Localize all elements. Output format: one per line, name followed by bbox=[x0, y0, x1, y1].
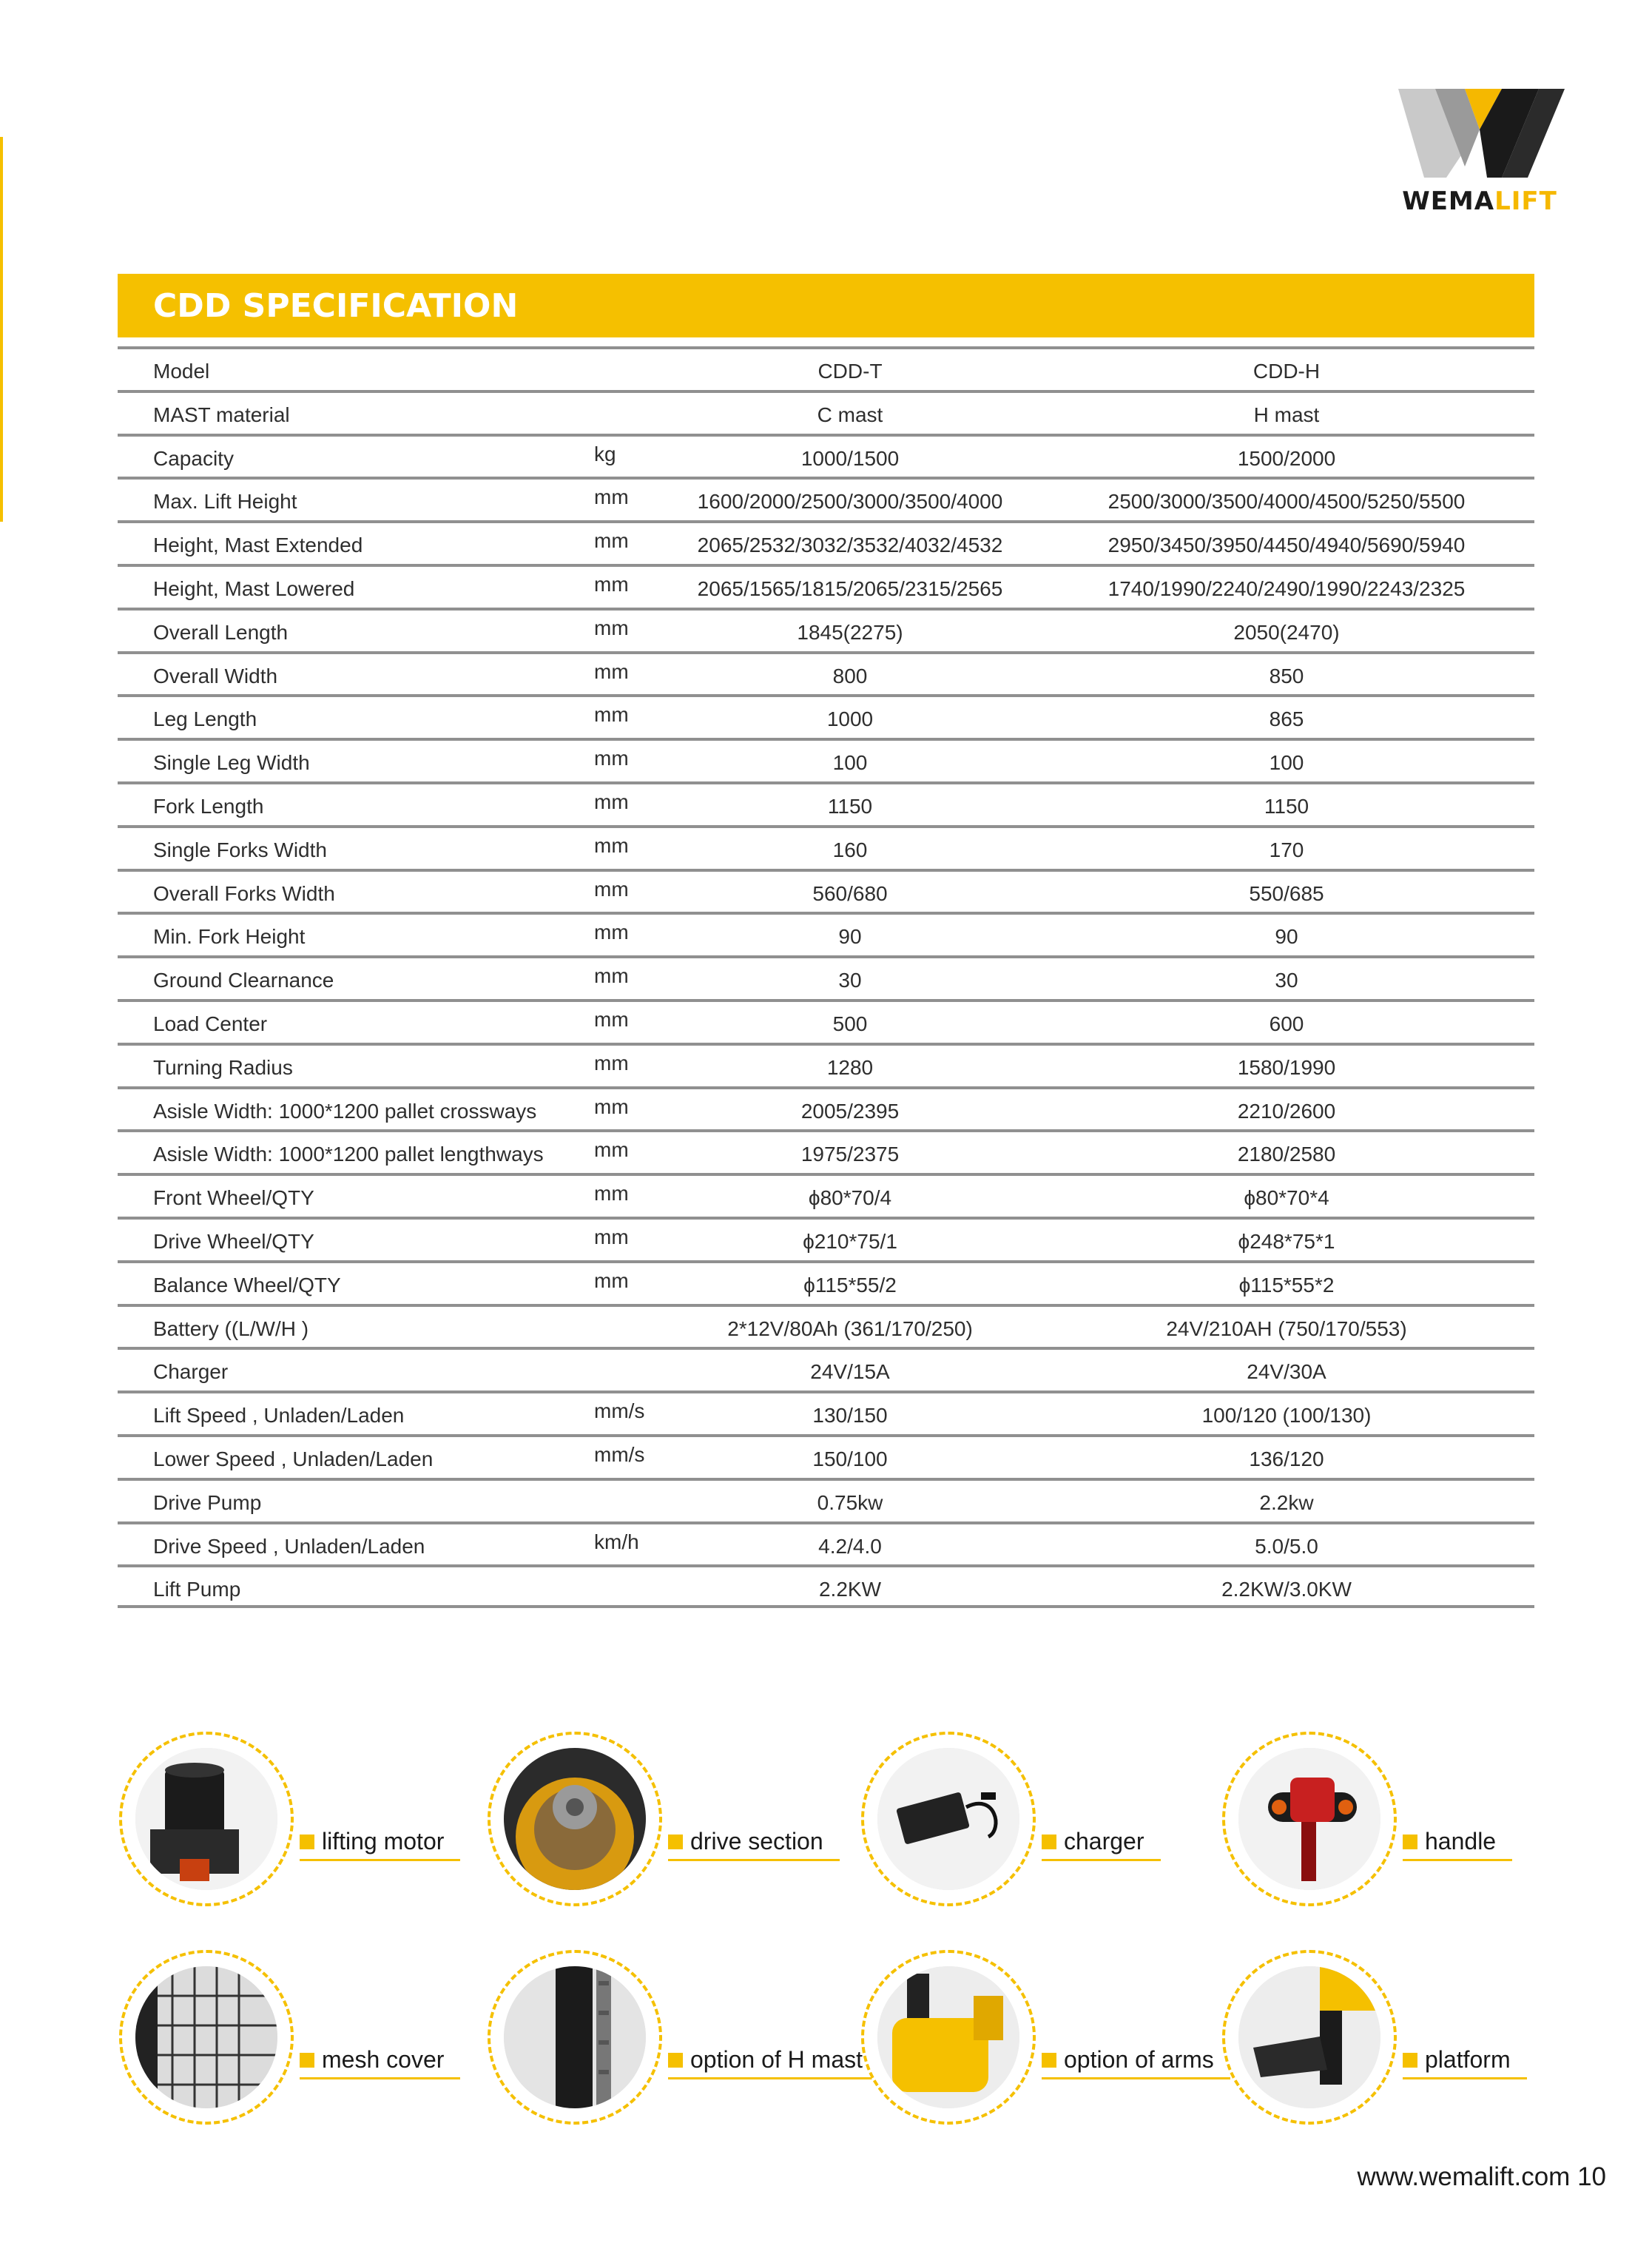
table-row bbox=[118, 1086, 1534, 1130]
table-row bbox=[118, 1260, 1534, 1304]
spec-value-cdd-h: 2210/2600 bbox=[1237, 1099, 1336, 1123]
spec-value-cdd-h: 24V/210AH (750/170/553) bbox=[1166, 1316, 1407, 1340]
spec-value-cdd-h: 5.0/5.0 bbox=[1255, 1534, 1318, 1558]
spec-value-cdd-t: 2065/2532/3032/3532/4032/4532 bbox=[697, 534, 1003, 557]
spec-unit: mm bbox=[594, 1051, 629, 1075]
spec-value-cdd-t: 1150 bbox=[827, 794, 873, 818]
table-row bbox=[118, 1129, 1534, 1173]
spec-value-cdd-t: 2065/1565/1815/2065/2315/2565 bbox=[697, 576, 1003, 600]
spec-unit: mm bbox=[594, 1182, 629, 1205]
spec-unit: mm bbox=[594, 659, 629, 683]
table-row bbox=[118, 825, 1534, 869]
spec-label: Model bbox=[153, 360, 210, 383]
spec-label: Charger bbox=[153, 1360, 229, 1384]
h-mast-photo-icon bbox=[504, 1966, 646, 2108]
spec-unit: mm/s bbox=[594, 1442, 645, 1466]
spec-unit: mm bbox=[594, 921, 629, 944]
spec-unit: mm bbox=[594, 485, 629, 509]
feature-label-text: charger bbox=[1064, 1828, 1144, 1854]
spec-label: Front Wheel/QTY bbox=[153, 1186, 314, 1210]
spec-value-cdd-h: ϕ80*70*4 bbox=[1244, 1186, 1329, 1210]
spec-value-cdd-t: 2.2KW bbox=[818, 1578, 882, 1601]
feature-label bbox=[668, 1828, 840, 1861]
spec-label: Lower Speed , Unladen/Laden bbox=[153, 1447, 434, 1470]
arms-photo-icon bbox=[877, 1966, 1019, 2108]
feature-item bbox=[119, 1732, 489, 1924]
page-footer bbox=[1358, 2162, 1607, 2192]
spec-value-cdd-h: 170 bbox=[1269, 838, 1304, 861]
spec-value-cdd-t: ϕ115*55/2 bbox=[803, 1273, 897, 1297]
spec-unit: mm bbox=[594, 877, 629, 901]
spec-unit: mm bbox=[594, 1094, 629, 1118]
spec-value-cdd-h: 90 bbox=[1275, 925, 1298, 949]
spec-value-cdd-h: 1740/1990/2240/2490/1990/2243/2325 bbox=[1107, 576, 1466, 600]
spec-unit: mm bbox=[594, 833, 629, 857]
section-title: CDD SPECIFICATION bbox=[153, 287, 519, 325]
table-row bbox=[118, 738, 1534, 781]
page-number: 10 bbox=[1577, 2162, 1606, 2191]
spec-value-cdd-t: 2*12V/80Ah (361/170/250) bbox=[727, 1316, 973, 1340]
spec-label: Max. Lift Height bbox=[153, 490, 297, 514]
side-accent-bar bbox=[0, 137, 3, 522]
table-row bbox=[118, 477, 1534, 520]
spec-value-cdd-h: ϕ248*75*1 bbox=[1238, 1229, 1335, 1253]
feature-label-text: option of H mast bbox=[690, 2046, 863, 2073]
table-row bbox=[118, 1304, 1534, 1348]
feature-circle bbox=[488, 1950, 662, 2125]
table-row bbox=[118, 1564, 1534, 1608]
spec-value-cdd-h: 30 bbox=[1275, 969, 1298, 992]
spec-label: Ground Clearnance bbox=[153, 969, 334, 992]
table-row bbox=[118, 781, 1534, 825]
spec-value-cdd-t: 24V/15A bbox=[810, 1360, 890, 1384]
spec-unit: mm bbox=[594, 616, 629, 639]
spec-unit: mm bbox=[594, 529, 629, 553]
feature-item bbox=[861, 1732, 1231, 1924]
feature-label bbox=[1042, 2046, 1230, 2079]
feature-circle bbox=[1222, 1950, 1397, 2125]
spec-label: Min. Fork Height bbox=[153, 925, 306, 949]
table-row bbox=[118, 651, 1534, 695]
drive-section-photo-icon bbox=[504, 1748, 646, 1890]
spec-label: Height, Mast Extended bbox=[153, 534, 363, 557]
spec-label: Lift Pump bbox=[153, 1578, 241, 1601]
spec-value-cdd-h: 850 bbox=[1269, 664, 1304, 687]
spec-value-cdd-t: 500 bbox=[832, 1012, 868, 1035]
spec-header-band bbox=[118, 274, 1534, 337]
mesh-cover-photo-icon bbox=[135, 1966, 277, 2108]
spec-value-cdd-t: 160 bbox=[832, 838, 868, 861]
feature-circle bbox=[861, 1732, 1036, 1906]
feature-circle bbox=[1222, 1732, 1397, 1906]
feature-circle bbox=[488, 1732, 662, 1906]
table-row bbox=[118, 1521, 1534, 1565]
table-row bbox=[118, 390, 1534, 434]
spec-value-cdd-t: 130/150 bbox=[812, 1404, 888, 1427]
charger-photo-icon bbox=[877, 1748, 1019, 1890]
spec-value-cdd-t: 90 bbox=[838, 925, 862, 949]
spec-value-cdd-h: 2500/3000/3500/4000/4500/5250/5500 bbox=[1107, 490, 1466, 514]
spec-unit: mm/s bbox=[594, 1399, 645, 1423]
spec-unit: mm bbox=[594, 703, 629, 727]
table-row bbox=[118, 520, 1534, 564]
table-row bbox=[118, 912, 1534, 955]
spec-value-cdd-h: 24V/30A bbox=[1247, 1360, 1326, 1384]
bullet-square-icon bbox=[1042, 1835, 1056, 1849]
spec-value-cdd-t: ϕ210*75/1 bbox=[803, 1229, 897, 1253]
spec-unit: mm bbox=[594, 1138, 629, 1162]
feature-label bbox=[1403, 1828, 1512, 1861]
spec-value-cdd-h: 100 bbox=[1269, 751, 1304, 775]
feature-item bbox=[1222, 1732, 1592, 1924]
bullet-square-icon bbox=[668, 2053, 683, 2068]
spec-unit: kg bbox=[594, 442, 616, 465]
spec-value-cdd-h: 2050(2470) bbox=[1233, 620, 1340, 644]
spec-value-cdd-h: 2.2kw bbox=[1259, 1490, 1314, 1514]
platform-photo-icon bbox=[1238, 1966, 1380, 2108]
spec-unit: mm bbox=[594, 747, 629, 770]
spec-value-cdd-h: ϕ115*55*2 bbox=[1238, 1273, 1335, 1297]
spec-label: Overall Forks Width bbox=[153, 881, 335, 905]
bullet-square-icon bbox=[1042, 2053, 1056, 2068]
spec-value-cdd-t: CDD-T bbox=[817, 360, 883, 383]
spec-value-cdd-h: 1580/1990 bbox=[1237, 1055, 1336, 1079]
feature-label bbox=[1403, 2046, 1527, 2079]
spec-value-cdd-t: 560/680 bbox=[812, 881, 888, 905]
feature-label bbox=[1042, 1828, 1161, 1861]
spec-value-cdd-t: 1000 bbox=[826, 707, 874, 731]
spec-label: Single Forks Width bbox=[153, 838, 327, 861]
spec-unit: mm bbox=[594, 1007, 629, 1031]
spec-label: Load Center bbox=[153, 1012, 268, 1035]
feature-circle bbox=[119, 1950, 294, 2125]
spec-unit: mm bbox=[594, 1225, 629, 1248]
spec-unit: mm bbox=[594, 790, 629, 813]
table-row bbox=[118, 564, 1534, 608]
feature-circle bbox=[119, 1732, 294, 1906]
spec-value-cdd-t: 1975/2375 bbox=[800, 1143, 900, 1166]
spec-unit: mm bbox=[594, 964, 629, 988]
spec-value-cdd-h: 100/120 (100/130) bbox=[1201, 1404, 1372, 1427]
spec-value-cdd-h: 1150 bbox=[1264, 794, 1309, 818]
table-row bbox=[118, 608, 1534, 651]
spec-label: Fork Length bbox=[153, 794, 264, 818]
spec-value-cdd-h: 1500/2000 bbox=[1237, 446, 1336, 470]
spec-value-cdd-h: 600 bbox=[1269, 1012, 1304, 1035]
spec-value-cdd-h: 550/685 bbox=[1249, 881, 1324, 905]
bullet-square-icon bbox=[668, 1835, 683, 1849]
spec-value-cdd-h: H mast bbox=[1253, 403, 1320, 426]
table-row bbox=[118, 1217, 1534, 1260]
spec-table bbox=[118, 346, 1534, 1608]
feature-item bbox=[119, 1950, 489, 2142]
table-row bbox=[118, 955, 1534, 999]
spec-label: Overall Length bbox=[153, 620, 289, 644]
spec-value-cdd-t: 2005/2395 bbox=[800, 1099, 900, 1123]
spec-label: Single Leg Width bbox=[153, 751, 310, 775]
spec-label: Drive Wheel/QTY bbox=[153, 1229, 314, 1253]
table-row bbox=[118, 694, 1534, 738]
spec-value-cdd-h: 2950/3450/3950/4450/4940/5690/5940 bbox=[1107, 534, 1466, 557]
spec-value-cdd-t: ϕ80*70/4 bbox=[808, 1186, 892, 1210]
table-row bbox=[118, 1390, 1534, 1434]
spec-value-cdd-t: 150/100 bbox=[812, 1447, 888, 1470]
spec-label: Asisle Width: 1000*1200 pallet crossways bbox=[153, 1099, 537, 1123]
table-row bbox=[118, 1043, 1534, 1086]
spec-value-cdd-t: 800 bbox=[832, 664, 868, 687]
feature-label-text: platform bbox=[1425, 2046, 1511, 2073]
wemalift-logo bbox=[1391, 74, 1568, 222]
spec-label: Balance Wheel/QTY bbox=[153, 1273, 341, 1297]
feature-item bbox=[488, 1732, 857, 1924]
table-row bbox=[118, 869, 1534, 912]
spec-label: Leg Length bbox=[153, 707, 257, 731]
bullet-square-icon bbox=[1403, 2053, 1417, 2068]
feature-item bbox=[861, 1950, 1231, 2142]
feature-circle bbox=[861, 1950, 1036, 2125]
table-row bbox=[118, 999, 1534, 1043]
logo-wordmark: WEMALIFT bbox=[1402, 186, 1557, 216]
spec-unit: mm bbox=[594, 572, 629, 596]
spec-value-cdd-t: 100 bbox=[832, 751, 868, 775]
spec-value-cdd-h: 2.2KW/3.0KW bbox=[1221, 1578, 1352, 1601]
spec-label: Lift Speed , Unladen/Laden bbox=[153, 1404, 405, 1427]
spec-unit: mm bbox=[594, 1268, 629, 1292]
table-row bbox=[118, 1434, 1534, 1478]
spec-value-cdd-h: CDD-H bbox=[1253, 360, 1321, 383]
handle-photo-icon bbox=[1238, 1748, 1380, 1890]
spec-label: Overall Width bbox=[153, 664, 278, 687]
spec-value-cdd-t: 30 bbox=[838, 969, 862, 992]
spec-value-cdd-t: 1600/2000/2500/3000/3500/4000 bbox=[697, 490, 1003, 514]
bullet-square-icon bbox=[300, 1835, 314, 1849]
feature-label-text: drive section bbox=[690, 1828, 823, 1854]
feature-item bbox=[1222, 1950, 1592, 2142]
spec-value-cdd-t: C mast bbox=[817, 403, 883, 426]
feature-label bbox=[668, 2046, 879, 2079]
spec-value-cdd-h: 865 bbox=[1269, 707, 1304, 731]
spec-label: MAST material bbox=[153, 403, 290, 426]
spec-value-cdd-t: 0.75kw bbox=[817, 1490, 883, 1514]
feature-label-text: handle bbox=[1425, 1828, 1497, 1854]
spec-label: Turning Radius bbox=[153, 1055, 293, 1079]
bullet-square-icon bbox=[1403, 1835, 1417, 1849]
spec-label: Battery ((L/W/H ) bbox=[153, 1316, 309, 1340]
spec-value-cdd-h: 2180/2580 bbox=[1237, 1143, 1336, 1166]
table-row bbox=[118, 434, 1534, 477]
website-link[interactable]: www.wemalift.com bbox=[1357, 2162, 1571, 2191]
feature-item bbox=[488, 1950, 863, 2142]
table-row bbox=[118, 1478, 1534, 1521]
spec-label: Asisle Width: 1000*1200 pallet lengthways bbox=[153, 1143, 544, 1166]
feature-label bbox=[300, 1828, 460, 1861]
spec-label: Capacity bbox=[153, 446, 234, 470]
spec-value-cdd-t: 4.2/4.0 bbox=[818, 1534, 882, 1558]
lifting-motor-photo-icon bbox=[135, 1748, 277, 1890]
feature-label bbox=[300, 2046, 460, 2079]
feature-label-text: option of arms bbox=[1064, 2046, 1214, 2073]
spec-label: Height, Mast Lowered bbox=[153, 576, 355, 600]
spec-value-cdd-t: 1000/1500 bbox=[800, 446, 900, 470]
spec-value-cdd-h: 136/120 bbox=[1249, 1447, 1324, 1470]
spec-value-cdd-t: 1845(2275) bbox=[797, 620, 903, 644]
bullet-square-icon bbox=[300, 2053, 314, 2068]
spec-label: Drive Pump bbox=[153, 1490, 262, 1514]
table-row bbox=[118, 1347, 1534, 1390]
spec-label: Drive Speed , Unladen/Laden bbox=[153, 1534, 425, 1558]
spec-unit: km/h bbox=[594, 1530, 639, 1553]
feature-label-text: mesh cover bbox=[322, 2046, 445, 2073]
table-row bbox=[118, 346, 1534, 390]
table-row bbox=[118, 1173, 1534, 1217]
spec-value-cdd-t: 1280 bbox=[826, 1055, 874, 1079]
feature-label-text: lifting motor bbox=[322, 1828, 445, 1854]
logo-mark-icon bbox=[1391, 74, 1568, 185]
